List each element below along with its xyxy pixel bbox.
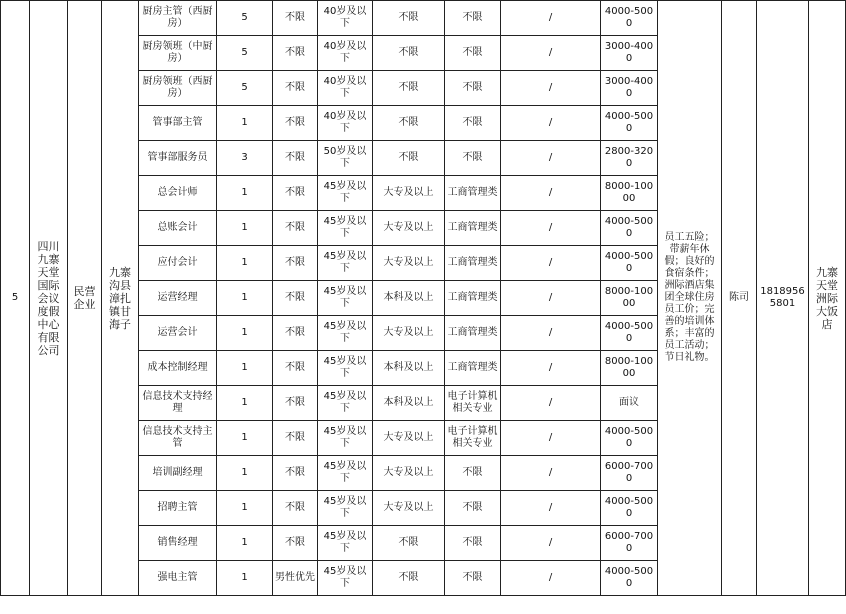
other-cell: /	[501, 491, 601, 526]
salary-cell: 4000-5000	[601, 316, 658, 351]
gender-cell: 不限	[273, 491, 318, 526]
education-cell: 大专及以上	[373, 211, 445, 246]
major-cell: 不限	[445, 456, 501, 491]
salary-cell: 面议	[601, 386, 658, 421]
age-cell: 40岁及以下	[318, 106, 373, 141]
position-cell: 总账会计	[139, 211, 217, 246]
age-cell: 50岁及以下	[318, 141, 373, 176]
education-cell: 大专及以上	[373, 316, 445, 351]
other-cell: /	[501, 316, 601, 351]
salary-cell: 6000-7000	[601, 456, 658, 491]
gender-cell: 不限	[273, 211, 318, 246]
age-cell: 40岁及以下	[318, 71, 373, 106]
count-cell: 1	[217, 386, 273, 421]
company-type: 民营企业	[68, 1, 102, 596]
salary-cell: 2800-3200	[601, 141, 658, 176]
age-cell: 45岁及以下	[318, 421, 373, 456]
age-cell: 45岁及以下	[318, 246, 373, 281]
age-cell: 45岁及以下	[318, 491, 373, 526]
count-cell: 5	[217, 1, 273, 36]
position-cell: 厨房领班（西厨房）	[139, 71, 217, 106]
other-cell: /	[501, 386, 601, 421]
gender-cell: 不限	[273, 176, 318, 211]
position-cell: 运营经理	[139, 281, 217, 316]
count-cell: 1	[217, 211, 273, 246]
other-cell: /	[501, 421, 601, 456]
salary-cell: 4000-5000	[601, 246, 658, 281]
education-cell: 不限	[373, 141, 445, 176]
count-cell: 3	[217, 141, 273, 176]
salary-cell: 4000-5000	[601, 421, 658, 456]
salary-cell: 6000-7000	[601, 526, 658, 561]
count-cell: 1	[217, 176, 273, 211]
education-cell: 不限	[373, 561, 445, 596]
position-cell: 总会计师	[139, 176, 217, 211]
other-cell: /	[501, 561, 601, 596]
gender-cell: 不限	[273, 421, 318, 456]
table-row	[1, 1, 846, 36]
gender-cell: 不限	[273, 1, 318, 36]
position-cell: 信息技术支持主管	[139, 421, 217, 456]
education-cell: 不限	[373, 71, 445, 106]
gender-cell: 男性优先	[273, 561, 318, 596]
major-cell: 电子计算机相关专业	[445, 421, 501, 456]
age-cell: 45岁及以下	[318, 351, 373, 386]
position-cell: 强电主管	[139, 561, 217, 596]
row-index: 5	[1, 1, 30, 596]
gender-cell: 不限	[273, 351, 318, 386]
age-cell: 45岁及以下	[318, 561, 373, 596]
other-cell: /	[501, 351, 601, 386]
position-cell: 厨房领班（中厨房）	[139, 36, 217, 71]
salary-cell: 4000-5000	[601, 106, 658, 141]
age-cell: 45岁及以下	[318, 281, 373, 316]
age-cell: 40岁及以下	[318, 1, 373, 36]
gender-cell: 不限	[273, 141, 318, 176]
count-cell: 1	[217, 106, 273, 141]
contact-phone: 18189565801	[757, 1, 809, 596]
major-cell: 不限	[445, 561, 501, 596]
position-cell: 信息技术支持经理	[139, 386, 217, 421]
other-cell: /	[501, 176, 601, 211]
age-cell: 45岁及以下	[318, 176, 373, 211]
education-cell: 本科及以上	[373, 386, 445, 421]
salary-cell: 4000-5000	[601, 491, 658, 526]
major-cell: 工商管理类	[445, 316, 501, 351]
other-cell: /	[501, 1, 601, 36]
other-cell: /	[501, 211, 601, 246]
salary-cell: 3000-4000	[601, 71, 658, 106]
age-cell: 40岁及以下	[318, 36, 373, 71]
count-cell: 1	[217, 456, 273, 491]
gender-cell: 不限	[273, 36, 318, 71]
education-cell: 不限	[373, 1, 445, 36]
other-cell: /	[501, 456, 601, 491]
other-cell: /	[501, 71, 601, 106]
position-cell: 应付会计	[139, 246, 217, 281]
education-cell: 本科及以上	[373, 281, 445, 316]
major-cell: 不限	[445, 491, 501, 526]
major-cell: 不限	[445, 141, 501, 176]
major-cell: 工商管理类	[445, 211, 501, 246]
salary-cell: 8000-10000	[601, 351, 658, 386]
age-cell: 45岁及以下	[318, 386, 373, 421]
salary-cell: 4000-5000	[601, 211, 658, 246]
other-cell: /	[501, 246, 601, 281]
other-cell: /	[501, 141, 601, 176]
age-cell: 45岁及以下	[318, 526, 373, 561]
gender-cell: 不限	[273, 71, 318, 106]
count-cell: 1	[217, 281, 273, 316]
other-cell: /	[501, 281, 601, 316]
education-cell: 不限	[373, 526, 445, 561]
major-cell: 电子计算机相关专业	[445, 386, 501, 421]
salary-cell: 8000-10000	[601, 281, 658, 316]
company-name: 四川九寨天堂国际会议度假中心有限公司	[30, 1, 68, 596]
position-cell: 管事部主管	[139, 106, 217, 141]
count-cell: 1	[217, 246, 273, 281]
major-cell: 不限	[445, 526, 501, 561]
other-cell: /	[501, 106, 601, 141]
major-cell: 工商管理类	[445, 351, 501, 386]
position-cell: 成本控制经理	[139, 351, 217, 386]
gender-cell: 不限	[273, 386, 318, 421]
company-address: 九寨沟县漳扎镇甘海子	[102, 1, 139, 596]
age-cell: 45岁及以下	[318, 316, 373, 351]
count-cell: 1	[217, 561, 273, 596]
education-cell: 本科及以上	[373, 351, 445, 386]
count-cell: 5	[217, 36, 273, 71]
education-cell: 不限	[373, 36, 445, 71]
hotel-name: 九寨天堂洲际大饭店	[809, 1, 846, 596]
gender-cell: 不限	[273, 246, 318, 281]
count-cell: 5	[217, 71, 273, 106]
salary-cell: 8000-10000	[601, 176, 658, 211]
major-cell: 工商管理类	[445, 246, 501, 281]
salary-cell: 3000-4000	[601, 36, 658, 71]
major-cell: 不限	[445, 71, 501, 106]
gender-cell: 不限	[273, 456, 318, 491]
education-cell: 大专及以上	[373, 176, 445, 211]
gender-cell: 不限	[273, 281, 318, 316]
position-cell: 招聘主管	[139, 491, 217, 526]
contact-name: 陈司	[722, 1, 757, 596]
benefits-cell: 员工五险；带薪年休假；良好的食宿条件；洲际酒店集团全球住房员工价；完善的培训体系；丰富的员工活动；节日礼物。	[658, 1, 722, 596]
position-cell: 运营会计	[139, 316, 217, 351]
count-cell: 1	[217, 316, 273, 351]
other-cell: /	[501, 36, 601, 71]
salary-cell: 4000-5000	[601, 1, 658, 36]
count-cell: 1	[217, 491, 273, 526]
age-cell: 45岁及以下	[318, 211, 373, 246]
major-cell: 不限	[445, 36, 501, 71]
position-cell: 管事部服务员	[139, 141, 217, 176]
salary-cell: 4000-5000	[601, 561, 658, 596]
gender-cell: 不限	[273, 316, 318, 351]
gender-cell: 不限	[273, 526, 318, 561]
education-cell: 大专及以上	[373, 246, 445, 281]
education-cell: 不限	[373, 106, 445, 141]
other-cell: /	[501, 526, 601, 561]
education-cell: 大专及以上	[373, 421, 445, 456]
age-cell: 45岁及以下	[318, 456, 373, 491]
major-cell: 不限	[445, 106, 501, 141]
major-cell: 工商管理类	[445, 176, 501, 211]
position-cell: 销售经理	[139, 526, 217, 561]
position-cell: 厨房主管（西厨房）	[139, 1, 217, 36]
education-cell: 大专及以上	[373, 456, 445, 491]
count-cell: 1	[217, 526, 273, 561]
major-cell: 不限	[445, 1, 501, 36]
gender-cell: 不限	[273, 106, 318, 141]
count-cell: 1	[217, 421, 273, 456]
education-cell: 大专及以上	[373, 491, 445, 526]
position-cell: 培训副经理	[139, 456, 217, 491]
major-cell: 工商管理类	[445, 281, 501, 316]
count-cell: 1	[217, 351, 273, 386]
